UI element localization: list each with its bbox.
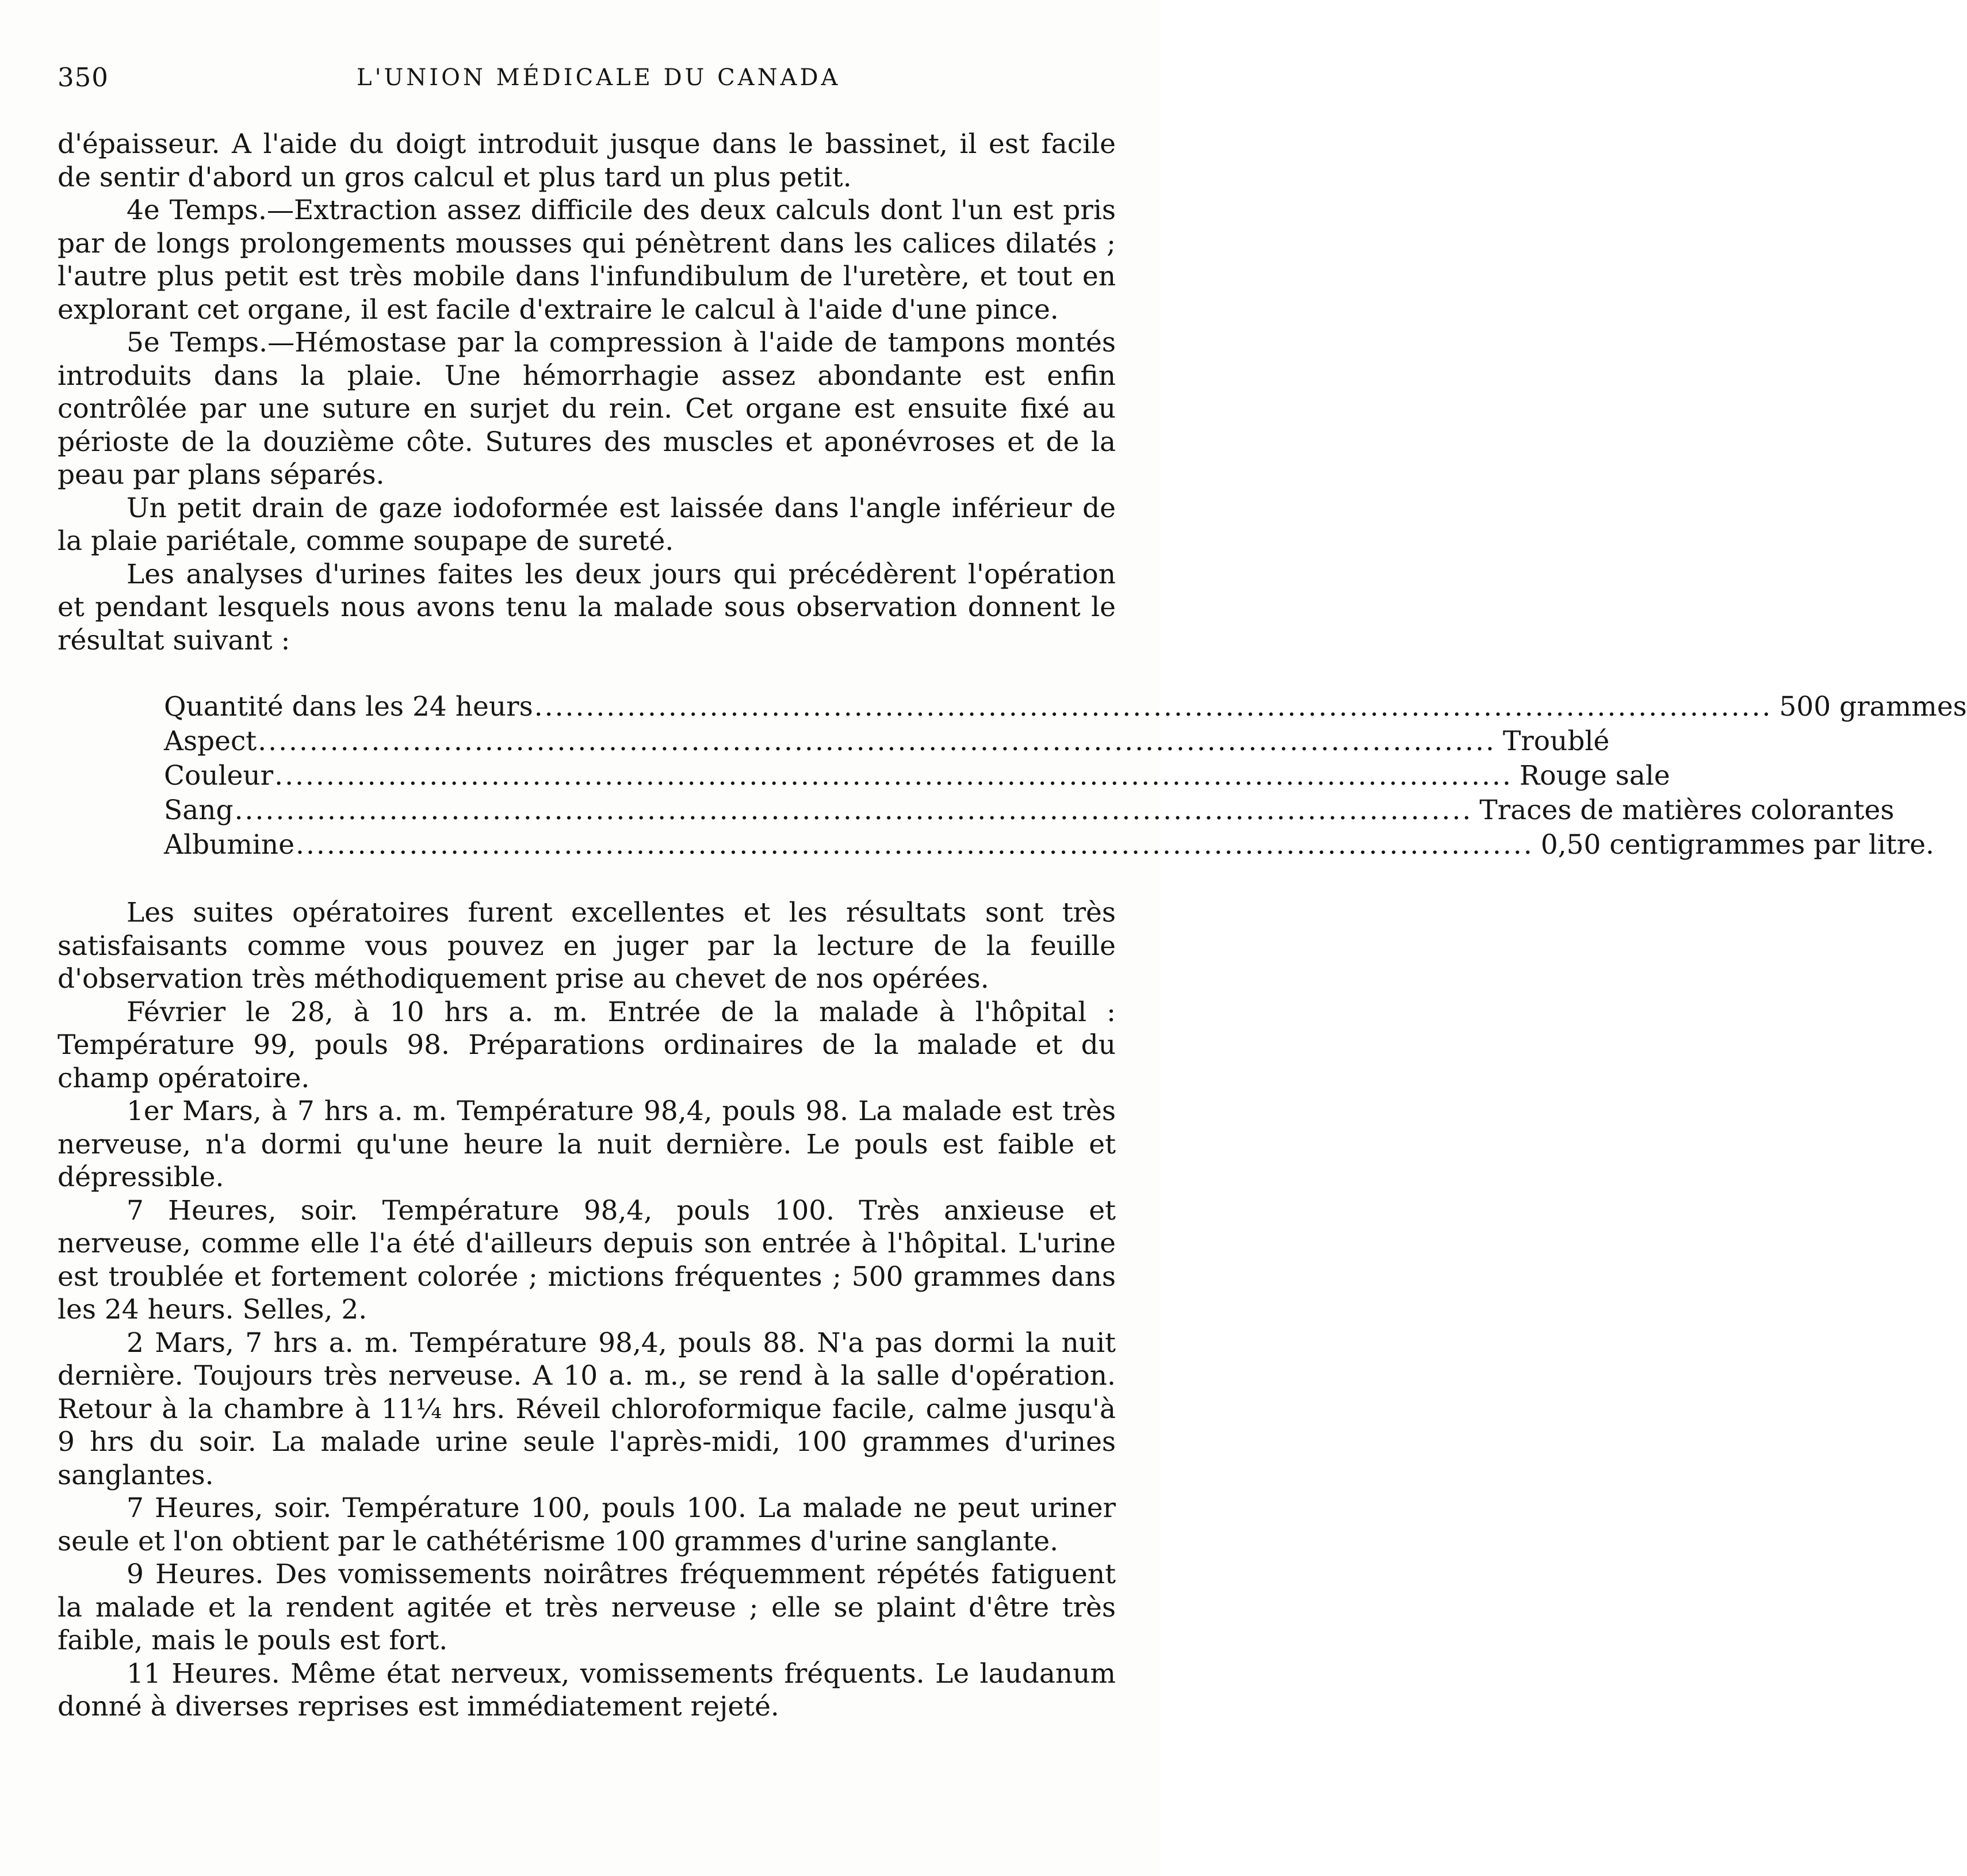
analysis-row [164, 690, 1967, 725]
paragraph: Février le 28, à 10 hrs a. m. Entrée de la malade à l'hôpital : Température 99, pouls 98. Préparations ordinaires de la malade et du champ opératoire. [58, 996, 1116, 1094]
analysis-label: Aspect [164, 725, 257, 757]
dot-leader: ........................................................................................................................ [296, 829, 1534, 861]
paragraph: Les suites opératoires furent excellentes et les résultats sont très satisfaisants comme vous pouvez en juger par la lecture de la feuille d'observation très méthodiquement prise au chevet de nos opérées. [58, 897, 1116, 995]
analysis-value: 0,50 centigrammes par litre. [1540, 829, 1934, 861]
dot-leader: ........................................................................................................................ [274, 760, 1513, 792]
paragraph: 2 Mars, 7 hrs a. m. Température 98,4, pouls 88. N'a pas dormi la nuit dernière. Toujours très nerveuse. A 10 a. m., se rend à la salle d'opération. Retour à la chambre à 11¼ hrs. Réveil chloroformique facile, calme jusqu'à 9 hrs du soir. La malade urine seule l'après-midi, 100 grammes d'urines sanglantes. [58, 1327, 1116, 1491]
analysis-row [164, 725, 1610, 759]
dot-leader: ........................................................................................................................ [534, 691, 1773, 723]
paragraph: d'épaisseur. A l'aide du doigt introduit jusque dans le bassinet, il est facile de sentir d'abord un gros calcul et plus tard un plus petit. [58, 128, 1116, 193]
paragraph: 7 Heures, soir. Température 98,4, pouls 100. Très anxieuse et nerveuse, comme elle l'a été d'ailleurs depuis son entrée à l'hôpital. L'urine est troublée et fortement colorée ; mictions fréquentes ; 500 grammes dans les 24 heurs. Selles, 2. [58, 1194, 1116, 1325]
dot-leader: ........................................................................................................................ [234, 794, 1473, 826]
analysis-value: Rouge sale [1519, 760, 1670, 792]
paragraph: 5e Temps.—Hémostase par la compression à l'aide de tampons montés introduits dans la plaie. Une hémorrhagie assez abondante est enfin contrôlée par une suture en surjet du rein. Cet organe est ensuite fixé au périoste de la douzième côte. Sutures des muscles et aponévroses et de la peau par plans séparés. [58, 327, 1116, 491]
paragraph: Un petit drain de gaze iodoformée est laissée dans l'angle inférieur de la plaie pariétale, comme soupape de sureté. [58, 492, 1116, 557]
analysis-label: Albumine [164, 829, 295, 861]
running-head: L'UNION MÉDICALE DU CANADA [357, 64, 841, 91]
analysis-label: Quantité dans les 24 heurs [164, 691, 533, 723]
paragraph: 4e Temps.—Extraction assez difficile des deux calculs dont l'un est pris par de longs prolongements mousses qui pénètrent dans les calices dilatés ; l'autre plus petit est très mobile dans l'infundibulum de l'uretère, et tout en explorant cet organe, il est facile d'extraire le calcul à l'aide d'une pince. [58, 194, 1116, 326]
paragraph: Les analyses d'urines faites les deux jours qui précédèrent l'opération et pendant lesquels nous avons tenu la malade sous observation donnent le résultat suivant : [58, 558, 1116, 656]
paragraph: 11 Heures. Même état nerveux, vomissements fréquents. Le laudanum donné à diverses reprises est immédiatement rejeté. [58, 1657, 1116, 1722]
paragraph: 9 Heures. Des vomissements noirâtres fréquemment répétés fatiguent la malade et la rendent agitée et très nerveuse ; elle se plaint d'être très faible, mais le pouls est fort. [58, 1558, 1116, 1656]
analysis-row [164, 828, 1934, 863]
page-header [58, 62, 1113, 102]
paragraph: 1er Mars, à 7 hrs a. m. Température 98,4, pouls 98. La malade est très nerveuse, n'a dormi qu'une heure la nuit dernière. Le pouls est faible et dépressible. [58, 1095, 1116, 1193]
body-text [58, 128, 1967, 1724]
page-number: 350 [58, 62, 109, 93]
analysis-row [164, 794, 1895, 828]
paragraph: 7 Heures, soir. Température 100, pouls 100. La malade ne peut uriner seule et l'on obtient par le cathétérisme 100 grammes d'urine sanglante. [58, 1492, 1116, 1557]
analysis-label: Sang [164, 794, 234, 826]
analysis-row [164, 759, 1670, 794]
analysis-value: 500 grammes [1779, 691, 1967, 723]
urine-analysis-table [164, 690, 1967, 863]
analysis-label: Couleur [164, 760, 274, 792]
analysis-value: Troublé [1502, 725, 1610, 757]
dot-leader: ........................................................................................................................ [258, 725, 1496, 757]
analysis-value: Traces de matières colorantes [1479, 794, 1895, 826]
